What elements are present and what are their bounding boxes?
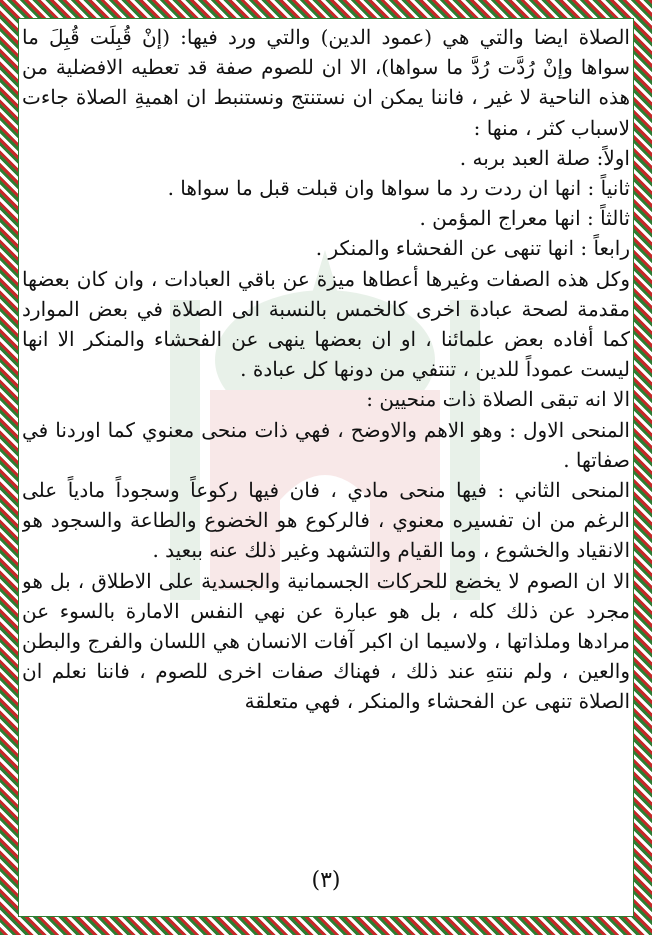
paragraph: وكل هذه الصفات وغيرها أعطاها ميزة عن باقي العبادات ، وان كان بعضها مقدمة لصحة عبادة اخرى كالخمس بالنسبة الى الصلاة في بعض الموارد كما أفاده بعض علمائنا ، او ان بعضها ينهى عن الفحشاء والمنكر الا انها ليست عموداً للدين ، تنتفي من دونها كل عبادة . xyxy=(22,266,630,382)
paragraph: اولاً: صلة العبد بربه . xyxy=(459,145,630,170)
page-number: (٣) xyxy=(311,868,341,893)
paragraph: ثانياً : انها ان ردت رد ما سواها وان قبلت قبل ما سواها . xyxy=(167,176,630,201)
paragraph: المنحى الاول : وهو الاهم والاوضح ، فهي ذات منحى معنوي كما اوردنا في صفاتها . xyxy=(22,417,630,472)
page-body-text xyxy=(22,22,630,867)
paragraph: الصلاة ايضا والتي هي (عمود الدين) والتي ورد فيها: (إنْ قُبِلَت قُبِلَ ما سواها وإنْ رُدَّت رُدَّ ما سواها)، الا ان للصوم صفة قد تعطيه الافضلية من هذه الناحية لا غير ، فاننا يمكن ان نستنتج ونستنبط ان اهميةِ الصلاة جاءت لاسباب كثر ، منها : xyxy=(22,25,630,140)
paragraph: المنحى الثاني : فيها منحى مادي ، فان فيها ركوعاً وسجوداً مادياً على الرغم من ان تفسيره معنوي ، فالركوع هو الخضوع والطاعة والسجود هو الانقياد والخشوع ، وما القيام والتشهد وغير ذلك عنه ببعيد . xyxy=(22,478,630,563)
paragraph: الا ان الصوم لا يخضع للحركات الجسمانية والجسدية على الاطلاق ، بل هو مجرد عن ذلك كله ، بل هو عبارة عن نهي النفس الامارة بالسوء عن مرادها وملذاتها ، ولاسيما ان اكبر آفات الانسان هي اللسان والفرج والبطن والعين ، ولم ننتهِ عند ذلك ، فهناك صفات اخرى للصوم ، فاننا نعلم ان الصلاة تنهى عن الفحشاء والمنكر ، فهي متعلقة xyxy=(22,568,630,714)
paragraph: الا انه تبقى الصلاة ذات منحيين : xyxy=(366,387,630,412)
paragraph: رابعاً : انها تنهى عن الفحشاء والمنكر . xyxy=(315,236,630,261)
paragraph: ثالثاً : انها معراج المؤمن . xyxy=(419,206,630,231)
